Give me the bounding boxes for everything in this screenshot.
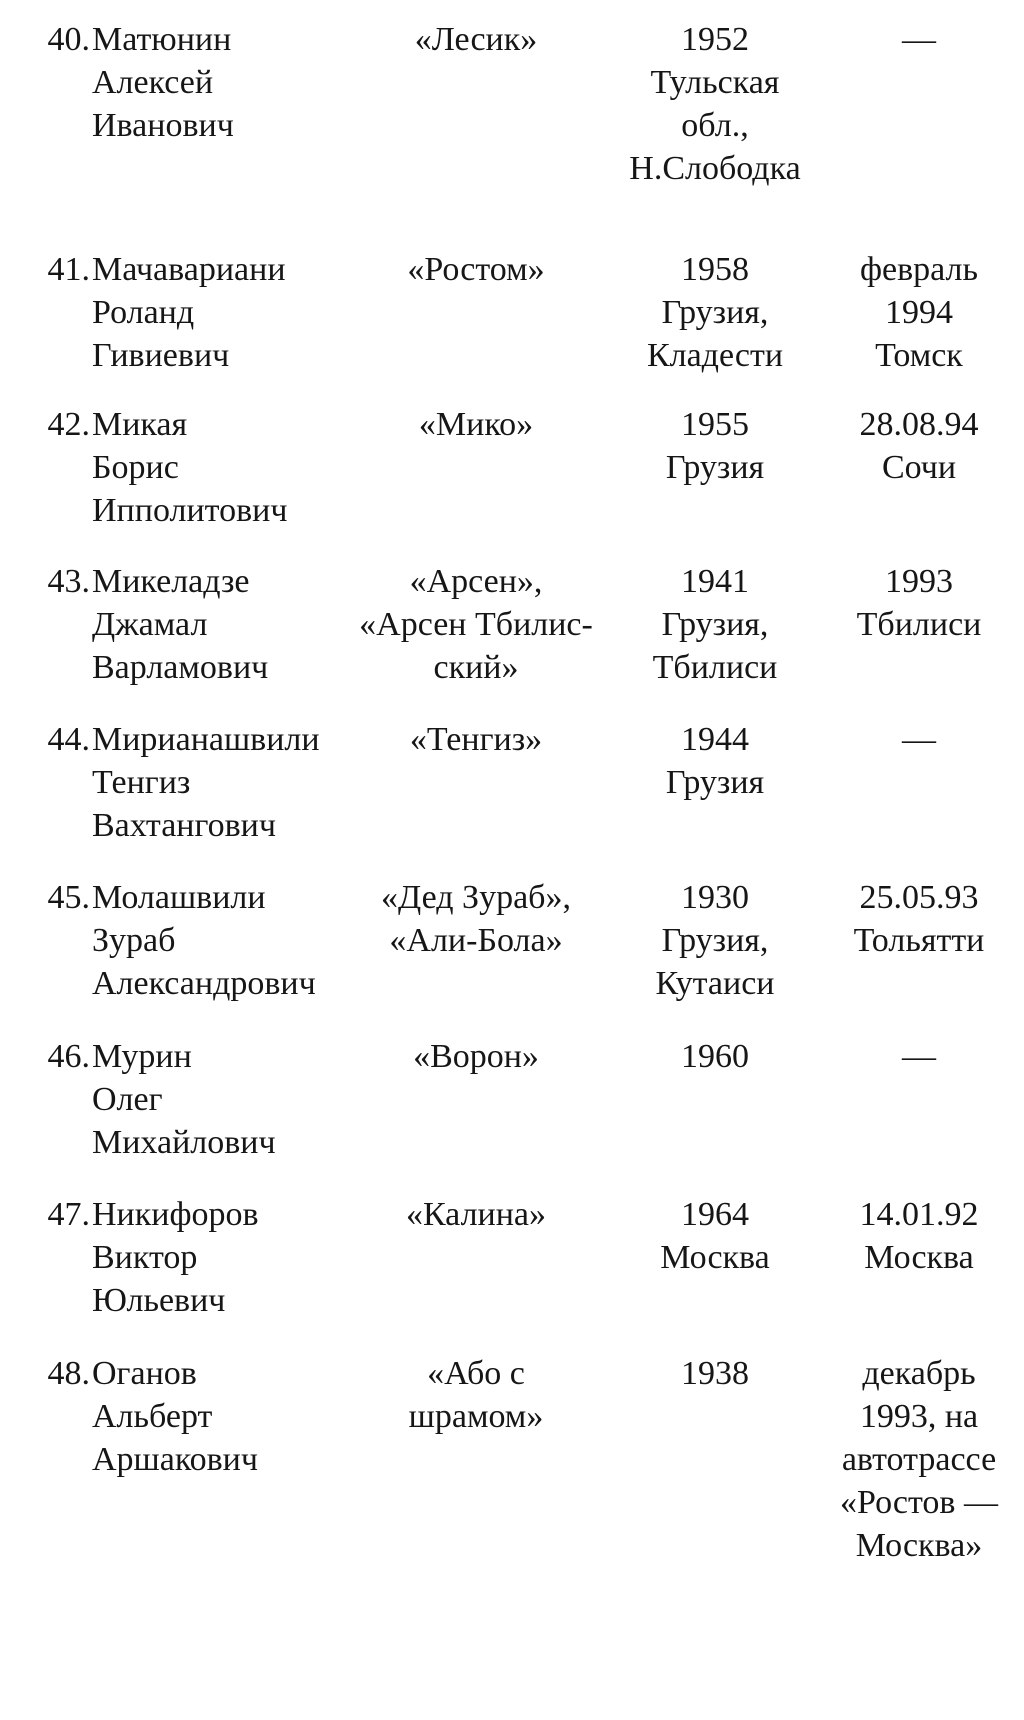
birth-info-cell	[605, 248, 825, 377]
nickname-line: «Арсен Тбилис-	[359, 606, 593, 643]
birth-info-line: 1944	[681, 721, 749, 758]
entry-number: 48.	[47, 1355, 90, 1392]
person-name-cell	[92, 1035, 352, 1164]
birth-info-line: 1930	[681, 879, 749, 916]
birth-info-line: 1941	[681, 563, 749, 600]
person-name-line: Оганов	[92, 1355, 197, 1392]
person-name-line: Варламович	[92, 649, 269, 686]
birth-info-line: 1958	[681, 251, 749, 288]
person-name-cell	[92, 248, 352, 377]
entry-number: 47.	[47, 1196, 90, 1233]
nickname-line: «Ростом»	[407, 251, 545, 288]
person-name-line: Микая	[92, 406, 188, 443]
death-info-line: 1994	[885, 294, 953, 331]
death-info-cell	[820, 18, 1018, 61]
death-info-line: Тольятти	[853, 922, 985, 959]
nickname-line: шрамом»	[408, 1398, 544, 1435]
birth-info-cell	[605, 403, 825, 489]
person-name-line: Роланд	[92, 294, 195, 331]
person-name-line: Альберт	[92, 1398, 213, 1435]
death-info-line: автотрассе	[841, 1441, 997, 1478]
death-info-cell	[820, 718, 1018, 761]
birth-info-line: 1955	[681, 406, 749, 443]
death-info-line: 25.05.93	[859, 879, 979, 916]
person-name-line: Иванович	[92, 107, 234, 144]
nickname-line: «Ворон»	[413, 1038, 539, 1075]
nickname-line: «Мико»	[418, 406, 534, 443]
death-info-line: Москва»	[855, 1527, 983, 1564]
nickname-line: «Арсен»,	[409, 563, 543, 600]
death-info-cell	[820, 248, 1018, 377]
person-name-cell	[92, 718, 352, 847]
entry-number: 42.	[47, 406, 90, 443]
person-name-line: Никифоров	[92, 1196, 259, 1233]
person-name-line: Мачавариани	[92, 251, 286, 288]
death-info-cell	[820, 403, 1018, 489]
death-info-line: Москва	[864, 1239, 974, 1276]
nickname-cell	[340, 403, 612, 446]
person-name-cell	[92, 1193, 352, 1322]
entry-number: 45.	[47, 879, 90, 916]
birth-info-cell	[605, 718, 825, 804]
person-name-line: Михайлович	[92, 1124, 276, 1161]
entry-number: 43.	[47, 563, 90, 600]
entry-number: 40.	[47, 21, 90, 58]
person-name-line: Олег	[92, 1081, 163, 1118]
birth-info-cell	[605, 1193, 825, 1279]
person-name-line: Юльевич	[92, 1282, 226, 1319]
death-info-line: Томск	[875, 337, 963, 374]
person-name-line: Зураб	[92, 922, 176, 959]
birth-info-line: Грузия,	[661, 606, 769, 643]
nickname-cell	[340, 1035, 612, 1078]
birth-info-line: Грузия	[665, 764, 765, 801]
birth-info-line: Тульская	[650, 64, 780, 101]
death-info-line: Сочи	[881, 449, 957, 486]
nickname-line: «Калина»	[405, 1196, 547, 1233]
entry-number: 44.	[47, 721, 90, 758]
nickname-line: «Дед Зураб»,	[381, 879, 571, 916]
birth-info-line: 1960	[681, 1038, 749, 1075]
nickname-line: ский»	[433, 649, 519, 686]
death-info-line: 1993, на	[859, 1398, 979, 1435]
nickname-cell	[340, 248, 612, 291]
nickname-cell	[340, 1352, 612, 1438]
death-info-line: 14.01.92	[859, 1196, 979, 1233]
death-info-line: Тбилиси	[856, 606, 982, 643]
person-name-line: Виктор	[92, 1239, 198, 1276]
birth-info-line: 1938	[681, 1355, 749, 1392]
person-name-line: Ипполитович	[92, 492, 288, 529]
person-name-cell	[92, 1352, 352, 1481]
birth-info-cell	[605, 876, 825, 1005]
nickname-line: «Або с	[427, 1355, 525, 1392]
entry-number: 46.	[47, 1038, 90, 1075]
birth-info-cell	[605, 1352, 825, 1395]
nickname-cell	[340, 876, 612, 962]
person-name-line: Мурин	[92, 1038, 192, 1075]
person-name-line: Гивиевич	[92, 337, 230, 374]
person-name-line: Вахтангович	[92, 807, 276, 844]
person-name-line: Борис	[92, 449, 179, 486]
person-name-line: Молашвили	[92, 879, 266, 916]
birth-info-line: Грузия,	[661, 294, 769, 331]
person-name-cell	[92, 560, 352, 689]
birth-info-line: Грузия	[665, 449, 765, 486]
birth-info-cell	[605, 560, 825, 689]
person-name-line: Джамал	[92, 606, 208, 643]
person-name-line: Алексей	[92, 64, 214, 101]
person-name-line: Мирианашвили	[92, 721, 320, 758]
birth-info-line: Н.Слободка	[629, 150, 801, 187]
death-info-cell	[820, 876, 1018, 962]
birth-info-line: 1952	[681, 21, 749, 58]
death-info-line: 28.08.94	[859, 406, 979, 443]
nickname-cell	[340, 18, 612, 61]
birth-info-line: Грузия,	[661, 922, 769, 959]
death-info-line: февраль	[859, 251, 979, 288]
birth-info-cell	[605, 1035, 825, 1078]
birth-info-line: 1964	[681, 1196, 749, 1233]
death-info-line: —	[902, 1038, 936, 1075]
birth-info-line: Кладести	[646, 337, 784, 374]
person-name-line: Тенгиз	[92, 764, 191, 801]
birth-info-line: обл.,	[681, 107, 749, 144]
birth-info-line: Москва	[660, 1239, 770, 1276]
nickname-line: «Али-Бола»	[389, 922, 563, 959]
death-info-cell	[820, 1352, 1018, 1567]
nickname-cell	[340, 1193, 612, 1236]
birth-info-cell	[605, 18, 825, 190]
person-name-line: Матюнин	[92, 21, 232, 58]
nickname-line: «Лесик»	[414, 21, 538, 58]
nickname-cell	[340, 718, 612, 761]
death-info-cell	[820, 560, 1018, 646]
death-info-cell	[820, 1193, 1018, 1279]
person-name-line: Александрович	[92, 965, 316, 1002]
death-info-line: «Ростов —	[840, 1484, 998, 1521]
person-name-cell	[92, 403, 352, 532]
person-name-line: Микеладзе	[92, 563, 250, 600]
person-name-line: Аршакович	[92, 1441, 258, 1478]
nickname-line: «Тенгиз»	[409, 721, 543, 758]
nickname-cell	[340, 560, 612, 689]
death-info-line: 1993	[885, 563, 953, 600]
death-info-cell	[820, 1035, 1018, 1078]
entry-number: 41.	[47, 251, 90, 288]
person-name-cell	[92, 18, 352, 147]
person-name-cell	[92, 876, 352, 1005]
death-info-line: —	[902, 21, 936, 58]
death-info-line: декабрь	[862, 1355, 976, 1392]
birth-info-line: Кутаиси	[655, 965, 775, 1002]
death-info-line: —	[902, 721, 936, 758]
birth-info-line: Тбилиси	[652, 649, 778, 686]
